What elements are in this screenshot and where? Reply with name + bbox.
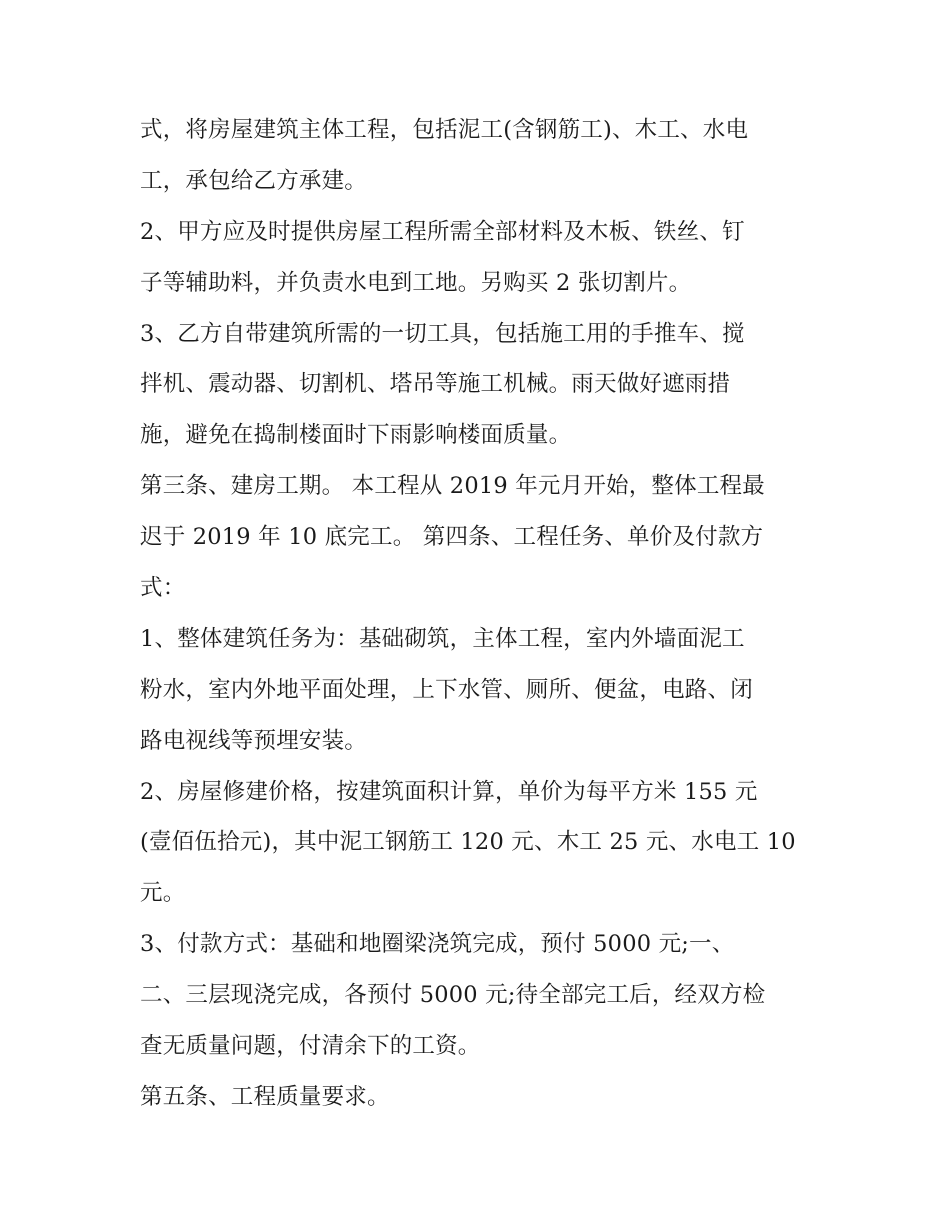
text-line: 元。 xyxy=(140,880,186,907)
text-line: 查无质量问题，付清余下的工资。 xyxy=(140,1033,481,1060)
text-line: 3、付款方式：基础和地圈梁浇筑完成，预付 5000 元;一、 xyxy=(140,931,735,958)
text-line: 式，将房屋建筑主体工程，包括泥工(含钢筋工)、木工、水电 xyxy=(140,117,749,143)
text-line: 粉水，室内外地平面处理，上下水管、厕所、便盆，电路、闭 xyxy=(140,676,753,703)
text-line: 路电视线等预埋安装。 xyxy=(140,727,368,754)
text-line: 2、房屋修建价格，按建筑面积计算，单价为每平方米 155 元 xyxy=(140,778,758,805)
text-line: 第五条、工程质量要求。 xyxy=(140,1083,390,1110)
text-line: 施，避免在捣制楼面时下雨影响楼面质量。 xyxy=(140,422,572,449)
text-line: (壹佰伍拾元)，其中泥工钢筋工 120 元、木工 25 元、水电工 10 xyxy=(140,829,796,856)
text-line: 3、乙方自带建筑所需的一切工具，包括施工用的手推车、搅 xyxy=(140,320,745,347)
document-body xyxy=(140,105,820,1123)
text-line: 子等辅助料，并负责水电到工地。另购买 2 张切割片。 xyxy=(140,269,692,296)
text-line: 拌机、震动器、切割机、塔吊等施工机械。雨天做好遮雨措 xyxy=(140,371,731,398)
text-line: 1、整体建筑任务为：基础砌筑，主体工程，室内外墙面泥工 xyxy=(140,625,745,652)
text-line: 2、甲方应及时提供房屋工程所需全部材料及木板、铁丝、钉 xyxy=(140,218,745,245)
text-line: 迟于 2019 年 10 底完工。 第四条、工程任务、单价及付款方 xyxy=(140,524,764,551)
text-line: 式： xyxy=(140,575,186,602)
text-line: 二、三层现浇完成，各预付 5000 元;待全部完工后，经双方检 xyxy=(140,982,766,1009)
text-line: 工，承包给乙方承建。 xyxy=(140,167,368,194)
text-line: 第三条、建房工期。 本工程从 2019 年元月开始，整体工程最 xyxy=(140,473,765,500)
